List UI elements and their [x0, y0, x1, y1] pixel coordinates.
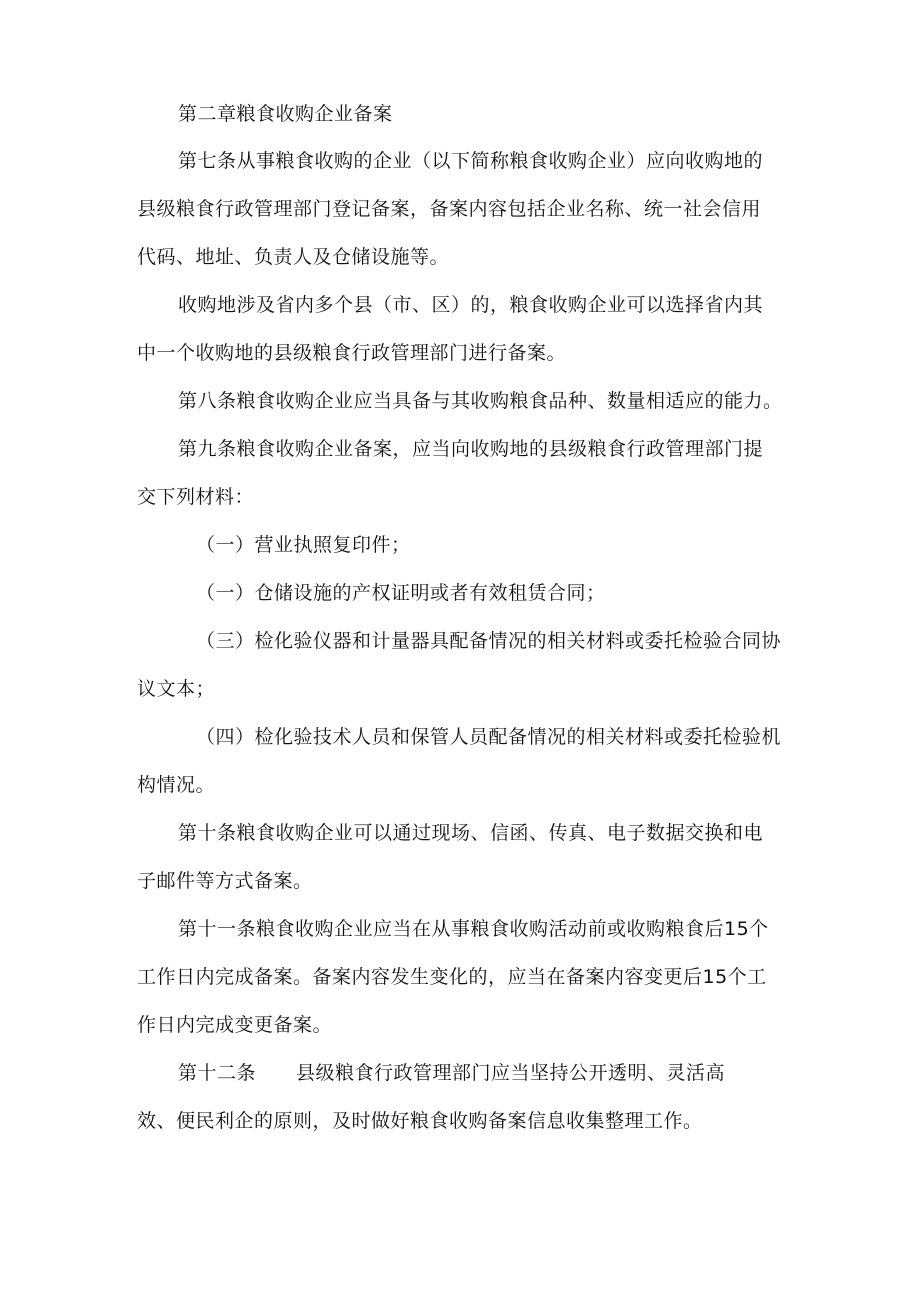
item-4-line-2: 构情况。	[137, 774, 216, 796]
article-10-line-1: 第十条粮食收购企业可以通过现场、信函、传真、电子数据交换和电	[178, 822, 764, 844]
item-3-line-1: （三）检化验仪器和计量器具配备情况的相关材料或委托检验合同协	[196, 630, 782, 652]
article-7-line-3: 代码、地址、负责人及仓储设施等。	[137, 246, 450, 268]
article-7-para2-line-1: 收购地涉及省内多个县（市、区）的，粮食收购企业可以选择省内其	[178, 294, 764, 316]
article-11-line-2: 工作日内完成备案。备案内容发生变化的，应当在备案内容变更后15个工	[137, 966, 767, 988]
chapter-title: 第二章粮食收购企业备案	[178, 103, 393, 125]
article-11-line-3: 作日内完成变更备案。	[137, 1014, 333, 1036]
article-12-line-1-text: 县级粮食行政管理部门应当坚持公开透明、灵活高	[296, 1062, 726, 1084]
article-8: 第八条粮食收购企业应当具备与其收购粮食品种、数量相适应的能力。	[178, 390, 783, 412]
article-12-line-2: 效、便民利企的原则，及时做好粮食收购备案信息收集整理工作。	[137, 1110, 703, 1132]
article-12-line-1	[178, 1061, 858, 1085]
article-10-line-2: 子邮件等方式备案。	[137, 870, 313, 892]
item-2: （一）仓储设施的产权证明或者有效租赁合同；	[196, 582, 606, 604]
article-7-line-2: 县级粮食行政管理部门登记备案，备案内容包括企业名称、统一社会信用	[137, 198, 762, 220]
item-1: （一）营业执照复印件；	[196, 534, 411, 556]
article-11-line-1: 第十一条粮食收购企业应当在从事粮食收购活动前或收购粮食后15个	[178, 918, 769, 940]
item-4-line-1: （四）检化验技术人员和保管人员配备情况的相关材料或委托检验机	[196, 726, 782, 748]
article-12-label: 第十二条	[178, 1062, 257, 1084]
article-7-line-1: 第七条从事粮食收购的企业（以下简称粮食收购企业）应向收购地的	[178, 150, 764, 172]
article-9-line-1: 第九条粮食收购企业备案，应当向收购地的县级粮食行政管理部门提	[178, 438, 764, 460]
article-7-para2-line-2: 中一个收购地的县级粮食行政管理部门进行备案。	[137, 342, 567, 364]
item-3-line-2: 议文本；	[137, 678, 216, 700]
article-9-line-2: 交下列材料：	[137, 486, 255, 508]
